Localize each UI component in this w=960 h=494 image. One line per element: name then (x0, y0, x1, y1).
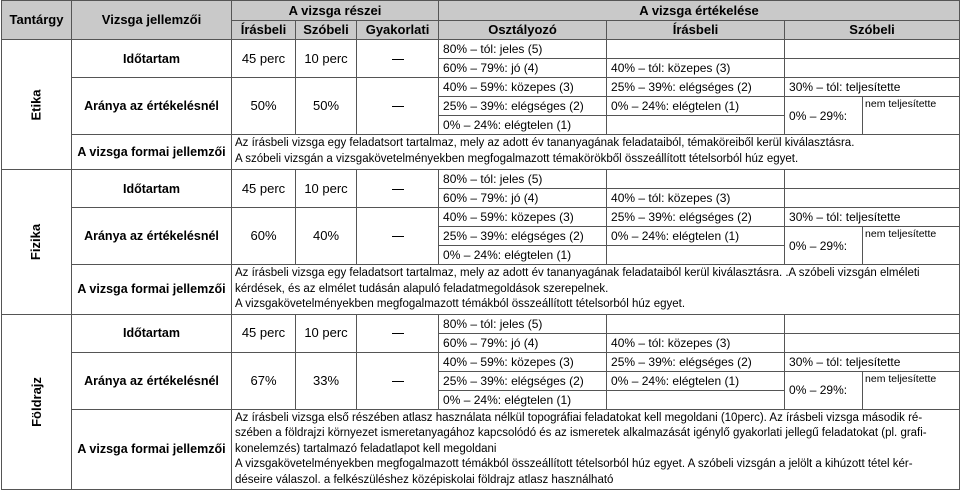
osztalyozo-grade: 60% – 79%: jó (4) (439, 189, 607, 208)
osztalyozo-grade: 0% – 24%: elégtelen (1) (439, 390, 607, 409)
szobeli-grade: 30% – tól: teljesítette (785, 78, 960, 97)
header-osztalyozo: Osztályozó (439, 21, 607, 40)
szobeli-grade: 0% – 29%: (785, 371, 863, 409)
header-row-1 (2, 1, 960, 21)
osztalyozo-grade: 40% – 59%: közepes (3) (439, 208, 607, 227)
description-line: A szóbeli vizsgán a vizsgakövetelményekben megfogalmazott témakörökből összeállított tételsorból húz egyet. (235, 152, 799, 165)
subject-name-cell (2, 314, 72, 490)
header-vizsga-reszei: A vizsga részei (232, 1, 439, 21)
irasbeli-grade: 25% – 39%: elégséges (2) (607, 352, 785, 371)
gyakorlati-dash (357, 78, 439, 135)
dash-mark (392, 59, 404, 60)
idotartam-label: Időtartam (72, 170, 232, 208)
aranya-label: Aránya az értékelésnél (72, 208, 232, 265)
header-gyakorlati: Gyakorlati (357, 21, 439, 40)
header-vizsga-ertekelese: A vizsga értékelése (439, 1, 960, 21)
irasbeli-arany: 50% (232, 78, 296, 135)
osztalyozo-grade: 80% – tól: jeles (5) (439, 170, 607, 189)
dash-mark (392, 333, 404, 334)
empty-cell (785, 170, 960, 189)
gyakorlati-dash (357, 314, 439, 352)
gyakorlati-dash (357, 352, 439, 409)
description-line: A vizsgakövetelményekben megfogalmazott témákból összeállított tételsorból húz egyet. (235, 298, 686, 310)
subject-row (2, 352, 960, 371)
subject-name: Etika (28, 88, 44, 121)
irasbeli-idotartam: 45 perc (232, 40, 296, 78)
szobeli-arany: 50% (296, 78, 357, 135)
szobeli-grade-text: nem teljesítette (863, 371, 960, 409)
osztalyozo-grade: 40% – 59%: közepes (3) (439, 352, 607, 371)
irasbeli-idotartam: 45 perc (232, 170, 296, 208)
description-line: A vizsgakövetelményekben megfogalmazott témákból összeállított tételsorból húz egyet. A szóbeli vizsgán a jelölt a kihúzott tétel kér- (235, 458, 913, 470)
dash-mark (392, 236, 404, 237)
dash-mark (392, 189, 404, 190)
osztalyozo-grade: 80% – tól: jeles (5) (439, 314, 607, 333)
subject-name-cell (2, 170, 72, 315)
szobeli-grade: 30% – tól: teljesítette (785, 352, 960, 371)
irasbeli-grade: 0% – 24%: elégtelen (1) (607, 227, 785, 246)
subject-row (2, 208, 960, 227)
aranya-label: Aránya az értékelésnél (72, 78, 232, 135)
subject-row (2, 170, 960, 189)
gyakorlati-dash (357, 170, 439, 208)
osztalyozo-grade: 80% – tól: jeles (5) (439, 40, 607, 59)
formai-label: A vizsga formai jellemzői (72, 265, 232, 315)
subject-row (2, 40, 960, 59)
description-line: Az írásbeli vizsga egy feladatsort tartalmaz, mely az adott év tananyagának feladataiból kerül kiválasztásra. .A szóbeli vizsgán elméleti (235, 267, 920, 279)
empty-cell (785, 189, 960, 208)
dash-mark (392, 381, 404, 382)
irasbeli-grade: 0% – 24%: elégtelen (1) (607, 97, 785, 116)
gyakorlati-dash (357, 40, 439, 78)
header-irasbeli: Írásbeli (232, 21, 296, 40)
osztalyozo-grade: 25% – 39%: elégséges (2) (439, 371, 607, 390)
description-line: konelemzés) tartalmazó feladatlapot kell megoldani (235, 442, 497, 455)
osztalyozo-grade: 60% – 79%: jó (4) (439, 59, 607, 78)
irasbeli-grade: 40% – tól: közepes (3) (607, 333, 785, 352)
subject-name: Földrajz (28, 376, 44, 427)
szobeli-grade: 30% – tól: teljesítette (785, 208, 960, 227)
description-line: szében a földrajzi környezet ismeretanyagához kapcsolódó és az ismeretek alkalmazását igénylő gyakorlati jellegű feladatokat (pl. grafi- (235, 427, 927, 439)
aranya-label: Aránya az értékelésnél (72, 352, 232, 409)
header-szobeli-ertekeles: Szóbeli (785, 21, 960, 40)
irasbeli-idotartam: 45 perc (232, 314, 296, 352)
szobeli-idotartam: 10 perc (296, 170, 357, 208)
formai-description (232, 265, 960, 315)
subject-row (2, 314, 960, 333)
szobeli-grade: 0% – 29%: (785, 97, 863, 135)
description-line: Az írásbeli vizsga egy feladatsort tartalmaz, mely az adott év tananyagának feladataiból, témaköreiből kerül kiválasztásra. (235, 137, 855, 149)
szobeli-arany: 33% (296, 352, 357, 409)
subject-desc-row (2, 409, 960, 490)
formai-description (232, 135, 960, 170)
formai-label: A vizsga formai jellemzői (72, 409, 232, 490)
irasbeli-grade: 25% – 39%: elégséges (2) (607, 78, 785, 97)
header-szobeli: Szóbeli (296, 21, 357, 40)
empty-cell (785, 314, 960, 333)
exam-table (1, 0, 960, 490)
description-line: Az írásbeli vizsga első részében atlasz használata nélkül topográfiai feladatokat kell megoldani (10perc). Az írásbeli vizsga második ré- (235, 411, 923, 424)
description-line: kérdések, és az elmélet tudásán alapuló feladatmegoldások szerepelnek. (235, 282, 609, 295)
empty-cell (607, 116, 785, 135)
empty-cell (607, 246, 785, 265)
empty-cell (785, 40, 960, 59)
irasbeli-arany: 60% (232, 208, 296, 265)
osztalyozo-grade: 0% – 24%: elégtelen (1) (439, 246, 607, 265)
empty-cell (785, 59, 960, 78)
irasbeli-arany: 67% (232, 352, 296, 409)
gyakorlati-dash (357, 208, 439, 265)
szobeli-grade-text: nem teljesítette (863, 227, 960, 265)
osztalyozo-grade: 25% – 39%: elégséges (2) (439, 97, 607, 116)
header-tantargy: Tantárgy (2, 1, 72, 40)
dash-mark (392, 106, 404, 107)
szobeli-grade: 0% – 29%: (785, 227, 863, 265)
empty-cell (785, 333, 960, 352)
osztalyozo-grade: 60% – 79%: jó (4) (439, 333, 607, 352)
empty-cell (607, 390, 785, 409)
irasbeli-grade: 40% – tól: közepes (3) (607, 59, 785, 78)
szobeli-idotartam: 10 perc (296, 40, 357, 78)
idotartam-label: Időtartam (72, 40, 232, 78)
osztalyozo-grade: 40% – 59%: közepes (3) (439, 78, 607, 97)
formai-description (232, 409, 960, 490)
osztalyozo-grade: 25% – 39%: elégséges (2) (439, 227, 607, 246)
subject-desc-row (2, 265, 960, 315)
subject-name-cell (2, 40, 72, 170)
szobeli-idotartam: 10 perc (296, 314, 357, 352)
irasbeli-grade: 40% – tól: közepes (3) (607, 189, 785, 208)
idotartam-label: Időtartam (72, 314, 232, 352)
formai-label: A vizsga formai jellemzői (72, 135, 232, 170)
empty-cell (607, 170, 785, 189)
subject-name: Fizika (28, 223, 44, 260)
header-irasbeli-ertekeles: Írásbeli (607, 21, 785, 40)
subject-desc-row (2, 135, 960, 170)
osztalyozo-grade: 0% – 24%: elégtelen (1) (439, 116, 607, 135)
irasbeli-grade: 0% – 24%: elégtelen (1) (607, 371, 785, 390)
empty-cell (607, 314, 785, 333)
header-vizsga-jellemzoi: Vizsga jellemzői (72, 1, 232, 40)
szobeli-grade-text: nem teljesítette (863, 97, 960, 135)
szobeli-arany: 40% (296, 208, 357, 265)
irasbeli-grade: 25% – 39%: elégséges (2) (607, 208, 785, 227)
description-line: déseire válaszol. a felkészüléshez középiskolai földrajz atlasz használható (235, 473, 614, 486)
subject-row (2, 78, 960, 97)
empty-cell (607, 40, 785, 59)
